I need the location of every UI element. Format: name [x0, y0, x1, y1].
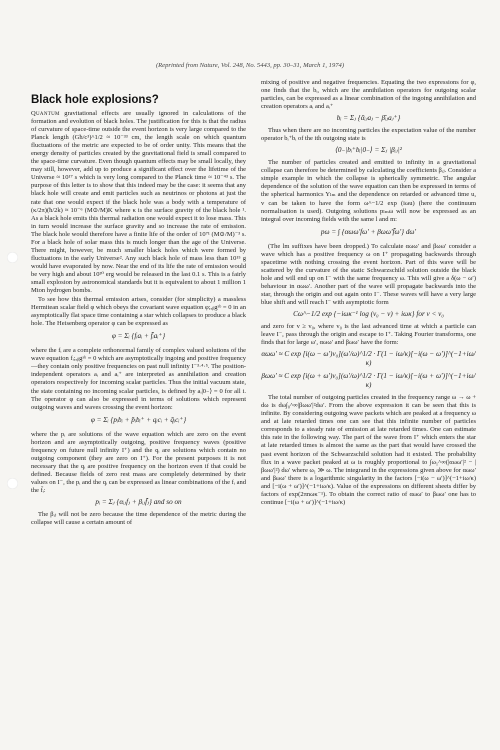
paragraph-intro [31, 110, 246, 295]
paragraph: The number of particles created and emitted to infinity in a gravitational collapse can therefore be determined by calculating the coefficients βᵢⱼ. Consider a simple example in which the collapse is spherically symmetric. The angular dependence of the solution of the wave equation can then be expressed in terms of the spherical harmonics Yₗₘ and the dependence on retarded or advanced time u, v can be taken to have the form ω^−1/2 exp (iωu) (here the continuum normalisation is used). Outgoing solutions pₗₘω will now be expressed as an integral over incoming fields with the same l and m: [261, 159, 476, 223]
equation: pᵢ = Σⱼ {αᵢⱼfⱼ + βᵢⱼf̄ⱼ} and so on [95, 498, 182, 507]
article-title: Black hole explosions? [31, 94, 159, 106]
left-column [31, 79, 246, 739]
right-column [261, 79, 476, 739]
reprint-source-line: (Reprinted from Nature, Vol. 248, No. 5443, pp. 30–31, March 1, 1974) [155, 62, 345, 69]
equation: bᵢ = Σⱼ {ᾱᵢⱼaⱼ − β̄ᵢⱼaⱼ⁺} [336, 114, 401, 123]
equation: ⟨0₋|bᵢ⁺bᵢ|0₋⟩ = Σⱼ |βᵢⱼ|² [335, 146, 402, 155]
equation: pω = ∫ {αωω′fω′ + βωω′f̄ω′} dω′ [320, 227, 417, 236]
equation: βωω′ ≈ C exp [i(ω + ω′)v₀](ω′/ω)^1/2 · Γ(1 − iω/κ)[−i(ω + ω′)]^(−1+iω/κ) [261, 372, 476, 390]
paragraph: where the fᵢ are a complete orthonormal family of complex valued solutions of the wave equation fᵢ;ₐᵦgᵃᵇ = 0 which are asymptotically ingoing and positive frequency—they contain only positive frequencies on past null infinity I⁻³·⁴·⁵. The position-independent operators aᵢ and aᵢ⁺ are interpreted as annihilation and creation operators respectively for incoming scalar particles. Thus the initial vacuum state, the state containing no incoming scalar particles, is defined by aᵢ|0₋⟩ = 0 for all i. The operator φ can also be expressed in terms of solutions which represent outgoing waves and waves crossing the event horizon: [31, 347, 246, 411]
paragraph: where the pᵢ are solutions of the wave equation which are zero on the event horizon and are asymptotically outgoing, positive frequency waves (positive frequency on future null infinity I⁺) and the qᵢ are solutions which contain no outgoing component (they are zero on I⁺). For the present purposes it is not necessary that the qᵢ are positive frequency on the horizon even if that could be defined. Because fields of zero rest mass are completely determined by their values on I⁻, the pᵢ and the qᵢ can be expressed as linear combinations of the fᵢ and the f̄ᵢ: [31, 430, 246, 494]
equation: φ = Σᵢ {pᵢbᵢ + p̄ᵢbᵢ⁺ + qᵢcᵢ + q̄ᵢcᵢ⁺} [90, 415, 187, 424]
punch-hole-top [7, 252, 18, 263]
drop-lead-word: Quantum [31, 110, 60, 117]
paragraph: The total number of outgoing particles created in the frequency range ω → ω + dω is dω∫₀^∞|βωω′|²dω′. From the above expression it can be seen that this is infinite. By considering outgoing wave packets which are peaked at a frequency ω and at late retarded times one can see that this infinite number of particles corresponds to a steady rate of emission at late retarded times. One can estimate this rate in the following way. The part of the wave from I⁺ which enters the star at late retarded times is almost the same as the part that would have crossed the past event horizon of the Schwarzschild solution had it existed. The probability flux in a wave packet peaked at ω is roughly proportional to ∫ω₁^∞(|αωω′|² − |βωω′|²) dω′ where ω₁ ≫ ω. The integrand in the expressions given above for αωω′ and βωω′ there is a logarithmic singularity in the factors [−i(ω − ω′)]^(−1+iω/κ) and [−i(ω + ω′)]^(−1+iω/κ). Value of the expressions on different sheets differ by factors of exp(2πnωκ⁻¹). To obtain the correct ratio of αωω′ to βωω′ one has to continue [−i(ω + ω′)]^(−1+iω/κ) [261, 394, 476, 506]
punch-hole-bottom [7, 478, 18, 489]
paragraph: mixing of positive and negative frequencies. Equating the two expressions for φ, one finds that the bᵢ, which are the annihilation operators for outgoing scalar particles, can be expressed as a linear combination of the ingoing annihilation and creation operators aᵢ and aᵢ⁺ [261, 79, 476, 111]
paragraph: Thus when there are no incoming particles the expectation value of the number operator bᵢ⁺bᵢ of the ith outgoing state is [261, 127, 476, 143]
paragraph: The βᵢⱼ will not be zero because the time dependence of the metric during the collapse will cause a certain amount of [31, 511, 246, 527]
paragraph: (The lm suffixes have been dropped.) To calculate αωω′ and βωω′ consider a wave which has a positive frequency ω on I⁺ propagating backwards through spacetime with nothing crossing the event horizon. Part of this wave will be scattered by the curvature of the static Schwarzschild solution outside the black hole and will end up on I⁻ with the same frequency ω. This will give a δ(ω − ω′) behaviour in αωω′. Another part of the wave will propagate backwards into the star, through the origin and out again onto I⁻. These waves will have a very large blue shift and will reach I⁻ with asymptotic form [261, 242, 476, 306]
equation: φ = Σᵢ {fᵢaᵢ + f̄ᵢaᵢ⁺} [111, 332, 166, 341]
paragraph-intro-text: gravitational effects are usually ignored in calculations of the formation and evolution of black holes. The justification for this is that the radius of curvature of space-time outside the event horizon is very large compared to the Planck length (Għ/c³)^1/2 ≈ 10⁻³³ cm, the length scale on which quantum fluctuations of the metric are expected to be of order unity. This means that the energy density of particles created by the gravitational field is small compared to the space-time curvature. Even though quantum effects may be small locally, they may still, however, add up to produce a significant effect over the lifetime of the Universe ≈ 10¹⁷ s which is very long compared to the Planck time ≈ 10⁻⁴³ s. The purpose of this letter is to show that this indeed may be the case: it seems that any black hole will create and emit particles such as neutrinos or photons at just the rate that one would expect if the black hole was a body with a temperature of (κ/2π)(ħ/2k) ≈ 10⁻⁶ (M⊙/M)K where κ is the surface gravity of the black hole ¹. As a black hole emits this thermal radiation one would expect it to lose mass. This in turn would increase the surface gravity and so increase the rate of emission. The black hole would therefore have a finite life of the order of 10⁷¹ (M⊙/M)⁻³ s. For a black hole of solar mass this is much longer than the age of the Universe. There might, however, be much smaller black holes which were formed by fluctuations in the early Universe². Any such black hole of mass less than 10¹⁵ g would have evaporated by now. Near the end of its life the rate of emission would be very high and about 10³⁰ erg would be released in the last 0.1 s. This is a fairly small explosion by astronomical standards but it is equivalent to about 1 million 1 Mton hydrogen bombs. [31, 110, 246, 295]
equation: αωω′ ≈ C exp [i(ω − ω′)v₀](ω′/ω)^1/2 · Γ(1 − iω/κ)[−i(ω − ω′)]^(−1+iω/κ) [261, 350, 476, 368]
paragraph: To see how this thermal emission arises, consider (for simplicity) a massless Hermitean scalar field φ which obeys the covariant wave equation φ;ₐᵦgᵃᵇ = 0 in an asymptotically flat space time containing a star which collapses to produce a black hole. The Heisenberg operator φ can be expressed as [31, 296, 246, 328]
paragraph: and zero for v ≥ v₀, where v₀ is the last advanced time at which a particle can leave I⁻, pass through the origin and escape to I⁺. Taking Fourier transforms, one finds that for large ω′, αωω′ and βωω′ have the form: [261, 323, 476, 347]
equation: Cω^−1/2 exp {−iωκ⁻¹ log (v₀ − v) + iωκ} for v < v₀ [293, 310, 444, 319]
article-body [31, 79, 476, 739]
